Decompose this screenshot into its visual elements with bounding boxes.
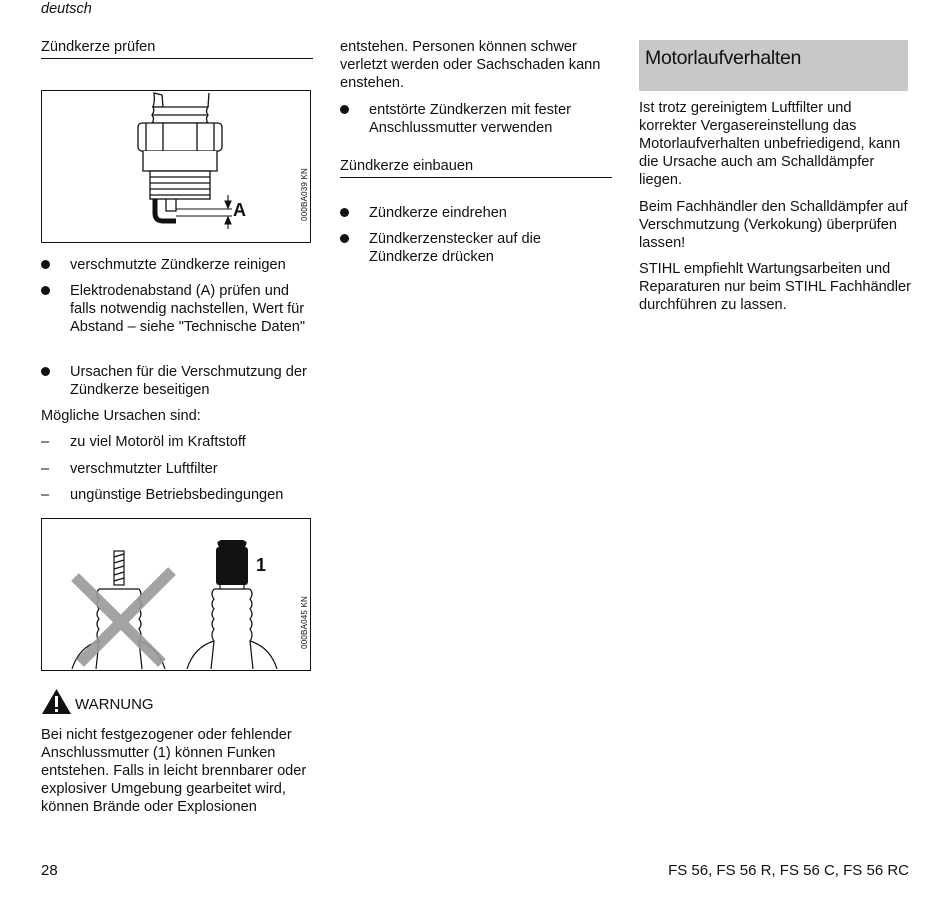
section-heading-check-spark-plug: Zündkerze prüfen (41, 38, 313, 59)
bullet-dot (41, 260, 50, 269)
language-label: deutsch (41, 1, 92, 17)
figure-code: 000BA045 KN (300, 596, 309, 649)
bullet-dot (340, 105, 349, 114)
gap-label-a: A (233, 200, 246, 220)
spark-plug-gap-figure (41, 90, 311, 243)
figure-code: 000BA039 KN (300, 168, 309, 221)
list-item: Zündkerze eindrehen (340, 204, 612, 222)
list-item: verschmutzte Zündkerze reinigen (41, 256, 313, 274)
warning-triangle-icon (41, 688, 72, 715)
bullet-dot (41, 286, 50, 295)
list-item: – zu viel Motoröl im Kraftstoff (41, 434, 246, 450)
warning-text-continued: entstehen. Personen können schwer verletzt werden oder Sachschaden kann enstehen. (340, 39, 601, 91)
connector-nut-figure (41, 518, 311, 671)
spark-plug-illustration (42, 91, 310, 242)
list-item: – verschmutzter Luftfilter (41, 461, 218, 477)
list-item: Zündkerzenstecker auf die Zündkerze drücken (340, 230, 612, 266)
section-title-box (639, 40, 908, 91)
page-number: 28 (41, 862, 58, 879)
spark-plug-nut-illustration (42, 519, 310, 670)
causes-intro: Mögliche Ursachen sind: (41, 408, 201, 424)
list-item: Elektrodenabstand (A) prüfen und falls notwendig nachstellen, Wert für Abstand – siehe "Technische Daten" (41, 282, 313, 336)
bullet-dot (340, 234, 349, 243)
list-item: – ungünstige Betriebsbedingungen (41, 487, 284, 503)
list-item: entstörte Zündkerzen mit fester Anschlussmutter verwenden (340, 101, 612, 137)
nut-label-1: 1 (256, 555, 267, 575)
paragraph: Ist trotz gereinigtem Luftfilter und korrekter Vergasereinstellung das Motorlaufverhalten unbefriedigend, kann die Ursache auch am Schalldämpfer liegen. (639, 100, 901, 188)
warning-heading (41, 688, 313, 718)
bullet-dot (340, 208, 349, 217)
bullet-dot (41, 367, 50, 376)
list-item: Ursachen für die Verschmutzung der Zündkerze beseitigen (41, 363, 313, 399)
warning-label: WARNUNG (75, 696, 154, 713)
paragraph: Beim Fachhändler den Schalldämpfer auf Verschmutzung (Verkokung) überprüfen lassen! (639, 199, 908, 251)
model-list: FS 56, FS 56 R, FS 56 C, FS 56 RC (668, 862, 909, 879)
paragraph: STIHL empfiehlt Wartungsarbeiten und Reparaturen nur beim STIHL Fachhändler durchführen zu lassen. (639, 261, 912, 313)
section-title: Motorlaufverhalten (645, 47, 802, 69)
warning-text: Bei nicht festgezogener oder fehlender Anschlussmutter (1) können Funken entstehen. Falls in leicht brennbarer oder explosiver Umgebung gearbeitet wird, können Brände oder Explosionen (41, 727, 307, 815)
section-heading-install-spark-plug: Zündkerze einbauen (340, 157, 612, 178)
